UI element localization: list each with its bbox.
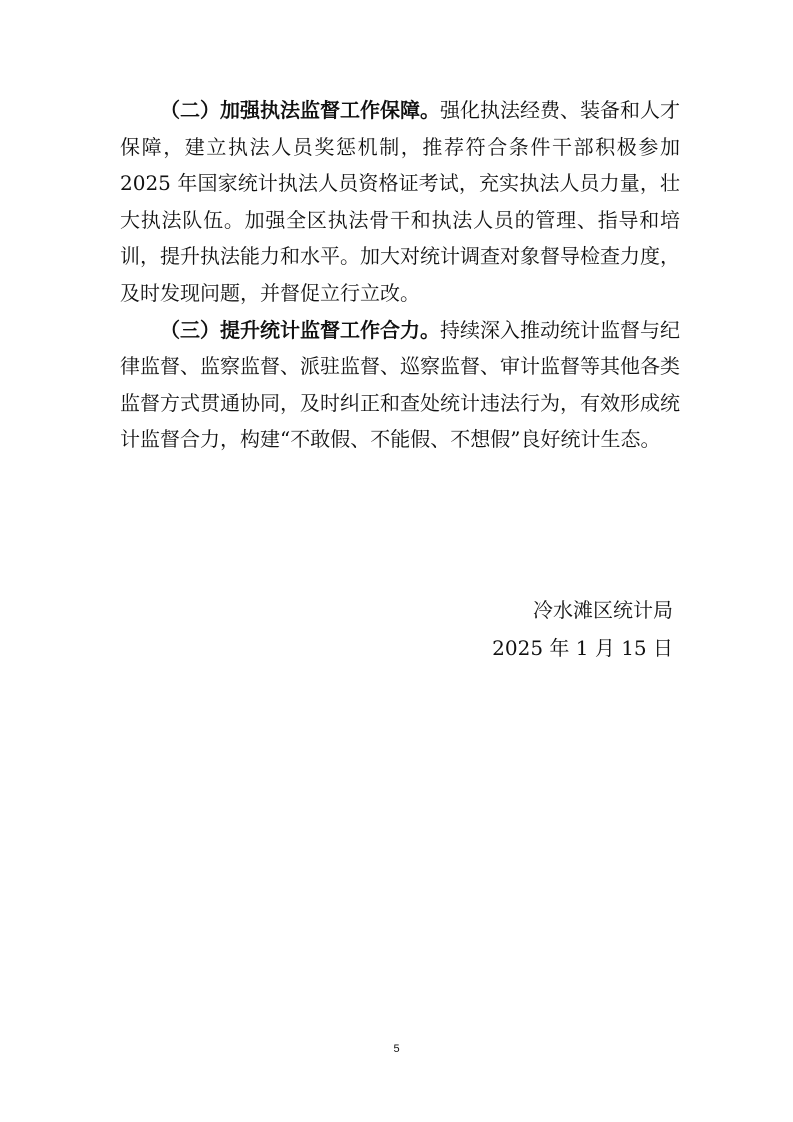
section-body-3: 持续深入推动统计监督与纪律监督、监察监督、派驻监督、巡察监督、审计监督等其他各类监督方式贯通协同，及时纠正和查处统计违法行为，有效形成统计监督合力，构建“不敢假、不能假、不想假”良好统计生态。 — [120, 317, 680, 452]
signature-organization: 冷水滩区统计局 — [533, 598, 673, 622]
section-heading-3: （三）提升统计监督工作合力。 — [160, 317, 440, 342]
section-paragraph-3 — [120, 312, 680, 458]
page-number: 5 — [393, 1043, 400, 1055]
document-body — [120, 92, 680, 458]
section-body-2: 强化执法经费、装备和人才保障，建立执法人员奖惩机制，推荐符合条件干部积极参加 2025 年国家统计执法人员资格证考试，充实执法人员力量，壮大执法队伍。加强全区执法骨干和执法人员的管理、指导和培训，提升执法能力和水平。加大对统计调查对象督导检查力度，及时发现问题，并督促立行立改。 — [120, 98, 680, 305]
section-paragraph-2 — [120, 92, 680, 312]
section-heading-2: （二）加强执法监督工作保障。 — [160, 98, 440, 122]
signature-date: 2025 年 1 月 15 日 — [492, 636, 673, 660]
